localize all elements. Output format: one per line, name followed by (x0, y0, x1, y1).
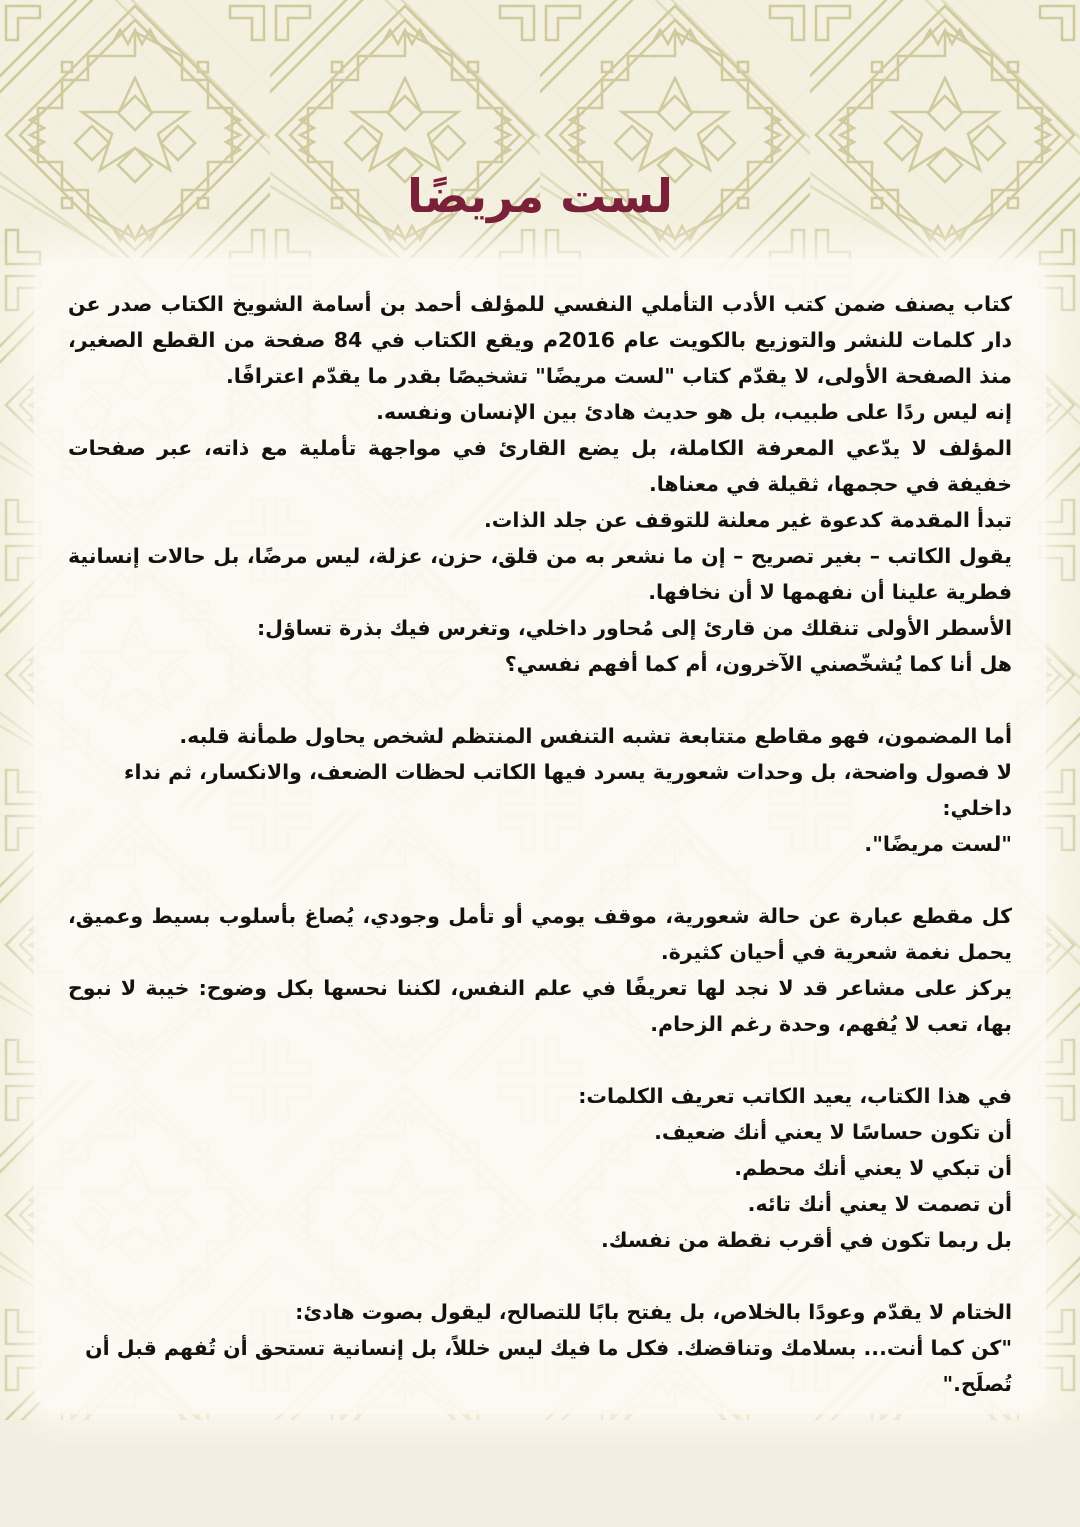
paragraph-block-content (68, 718, 1012, 862)
title-area (0, 168, 1080, 226)
paragraph-line: يقول الكاتب – بغير تصريح – إن ما نشعر به من قلق، حزن، عزلة، ليس مرضًا، بل حالات إنسانية فطرية علينا أن نفهمها لا أن نخافها. (68, 544, 1012, 604)
paragraph-line: كل مقطع عبارة عن حالة شعورية، موقف يومي أو تأمل وجودي، يُصاغ بأسلوب بسيط وعميق، يحمل نغمة شعرية في أحيان كثيرة. (68, 904, 1012, 964)
paragraph-line: الأسطر الأولى تنقلك من قارئ إلى مُحاور داخلي، وتغرس فيك بذرة تساؤل: (256, 616, 1012, 640)
paragraph-line: أن تكون حساسًا لا يعني أنك ضعيف. (654, 1120, 1012, 1144)
paragraph-line: في هذا الكتاب، يعيد الكاتب تعريف الكلمات: (578, 1084, 1012, 1108)
paragraph-line: الختام لا يقدّم وعودًا بالخلاص، بل يفتح بابًا للتصالح، ليقول بصوت هادئ: (295, 1300, 1012, 1324)
paragraph-line: المؤلف لا يدّعي المعرفة الكاملة، بل يضع القارئ في مواجهة تأملية مع ذاته، عبر صفحات خفيفة في حجمها، ثقيلة في معناها. (68, 436, 1012, 496)
paragraph-spacer (68, 1258, 1012, 1294)
paragraph-spacer (68, 682, 1012, 718)
page-title: لست مريضًا (407, 169, 673, 223)
paragraph-line: أما المضمون، فهو مقاطع متتابعة تشبه التنفس المنتظم لشخص يحاول طمأنة قلبه. (179, 724, 1012, 748)
paragraph-block-intro (68, 286, 1012, 682)
paragraph-line: إنه ليس ردًا على طبيب، بل هو حديث هادئ بين الإنسان ونفسه. (376, 400, 1012, 424)
paragraph-line: هل أنا كما يُشخّصني الآخرون، أم كما أفهم نفسي؟ (504, 652, 1012, 676)
paragraph-line: لا فصول واضحة، بل وحدات شعورية يسرد فيها الكاتب لحظات الضعف، والانكسار، ثم نداء داخلي: (123, 760, 1012, 820)
paragraph-line: "كن كما أنت... بسلامك وتناقضك. فكل ما فيك ليس خللاً، بل إنسانية تستحق أن تُفهم قبل أن تُصلَح." (85, 1336, 1012, 1396)
paragraph-spacer (68, 862, 1012, 898)
paragraph-line: "لست مريضًا". (864, 832, 1012, 856)
paragraph-spacer (68, 1042, 1012, 1078)
paragraph-line: تبدأ المقدمة كدعوة غير معلنة للتوقف عن جلد الذات. (483, 508, 1012, 532)
paragraph-line: أن تبكي لا يعني أنك محطم. (734, 1156, 1012, 1180)
paragraph-line: كتاب يصنف ضمن كتب الأدب التأملي النفسي للمؤلف أحمد بن أسامة الشويخ الكتاب صدر عن دار كلمات للنشر والتوزيع بالكويت عام 2016م ويقع الكتاب في 84 صفحة من القطع الصغير، منذ الصفحة الأولى، لا يقدّم كتاب "لست مريضًا" تشخيصًا بقدر ما يقدّم اعترافًا. (68, 292, 1012, 388)
paragraph-line: يركز على مشاعر قد لا نجد لها تعريفًا في علم النفس، لكننا نحسها بكل وضوح: خيبة لا نبوح بها، تعب لا يُفهم، وحدة رغم الزحام. (68, 976, 1012, 1036)
document-body (34, 258, 1046, 1414)
paragraph-block-conclusion (68, 1294, 1012, 1402)
paragraph-line: أن تصمت لا يعني أنك تائه. (747, 1192, 1012, 1216)
paragraph-block-redefinitions (68, 1078, 1012, 1258)
paragraph-line: بل ربما تكون في أقرب نقطة من نفسك. (600, 1228, 1012, 1252)
paragraph-block-style (68, 898, 1012, 1042)
